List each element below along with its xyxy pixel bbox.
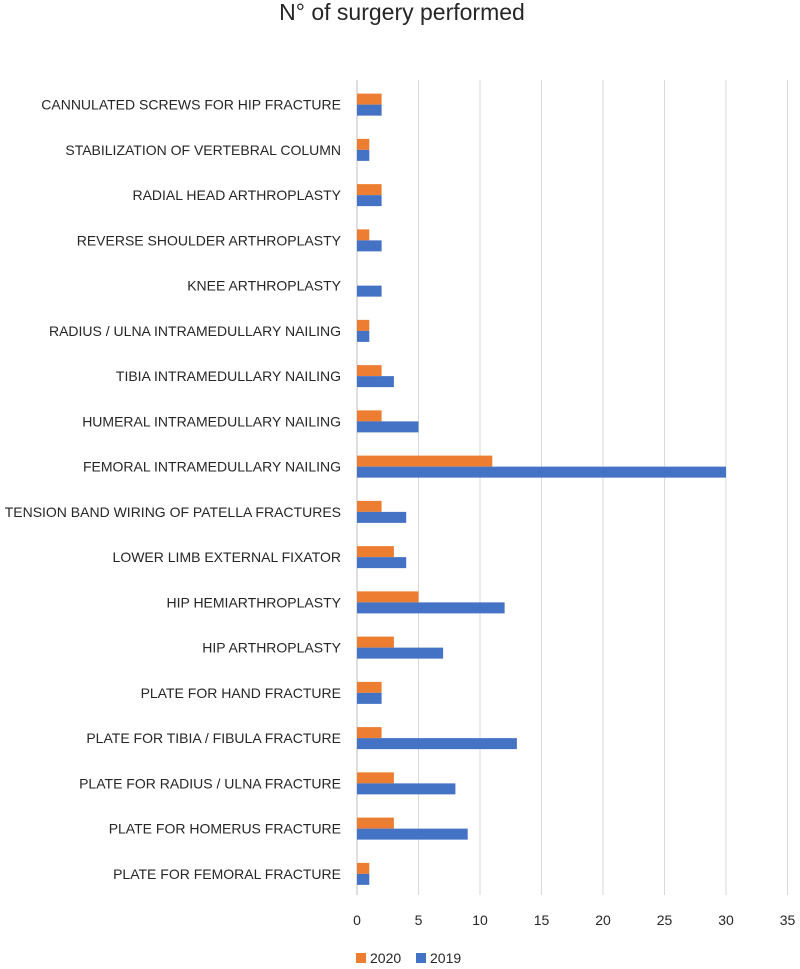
- bar-2020-8: [357, 456, 492, 467]
- bar-2019-16: [357, 829, 468, 840]
- legend: [356, 950, 461, 966]
- bar-2020-11: [357, 591, 419, 602]
- category-label: LOWER LIMB EXTERNAL FIXATOR: [112, 549, 341, 566]
- legend-swatch-2020: [356, 953, 366, 963]
- bar-2020-17: [357, 863, 369, 874]
- bar-2019-17: [357, 874, 369, 885]
- category-label: PLATE FOR HOMERUS FRACTURE: [108, 820, 341, 837]
- category-label: RADIAL HEAD ARTHROPLASTY: [132, 187, 341, 204]
- bar-2020-0: [357, 94, 382, 105]
- x-tick-label: 35: [779, 912, 796, 928]
- bar-2020-9: [357, 501, 382, 512]
- category-label: HIP HEMIARTHROPLASTY: [166, 594, 341, 611]
- bar-2020-16: [357, 818, 394, 829]
- bar-2020-12: [357, 637, 394, 648]
- bar-2019-10: [357, 557, 406, 568]
- x-tick-label: 5: [414, 912, 423, 928]
- bar-2019-9: [357, 512, 406, 523]
- category-label: TENSION BAND WIRING OF PATELLA FRACTURES: [4, 503, 341, 520]
- x-tick-label: 25: [656, 912, 673, 928]
- bar-2019-7: [357, 421, 419, 432]
- bar-2020-13: [357, 682, 382, 693]
- x-tick-label: 20: [595, 912, 611, 928]
- bar-2019-8: [357, 467, 726, 478]
- category-label: TIBIA INTRAMEDULLARY NAILING: [115, 368, 341, 385]
- bar-2019-11: [357, 602, 505, 613]
- bar-2020-5: [357, 320, 369, 331]
- bar-2019-13: [357, 693, 382, 704]
- gridlines: [357, 80, 788, 895]
- category-labels: [5, 97, 342, 882]
- category-label: PLATE FOR HAND FRACTURE: [140, 684, 341, 701]
- category-label: REVERSE SHOULDER ARTHROPLASTY: [76, 232, 341, 249]
- bar-2019-14: [357, 738, 517, 749]
- bar-2020-6: [357, 365, 382, 376]
- bar-2020-3: [357, 229, 369, 240]
- bar-2020-1: [357, 139, 369, 150]
- category-label: FEMORAL INTRAMEDULLARY NAILING: [82, 458, 341, 475]
- legend-swatch-2019: [416, 953, 426, 963]
- category-label: HIP ARTHROPLASTY: [202, 639, 341, 656]
- chart-title: N° of surgery performed: [279, 0, 525, 25]
- x-tick-label: 30: [718, 912, 734, 928]
- bar-2020-10: [357, 546, 394, 557]
- category-label: HUMERAL INTRAMEDULLARY NAILING: [82, 413, 341, 430]
- bar-2019-4: [357, 286, 382, 297]
- bar-2019-12: [357, 648, 443, 659]
- legend-label-2020: 2020: [370, 950, 402, 966]
- x-tick-label: 15: [533, 912, 550, 928]
- category-label: PLATE FOR RADIUS / ULNA FRACTURE: [79, 775, 341, 792]
- x-tick-label: 10: [472, 912, 488, 928]
- category-label: RADIUS / ULNA INTRAMEDULLARY NAILING: [48, 322, 341, 339]
- bar-2019-3: [357, 240, 382, 251]
- x-tick-label: 0: [353, 912, 361, 928]
- bar-2019-6: [357, 376, 394, 387]
- bar-2019-2: [357, 195, 382, 206]
- legend-label-2019: 2019: [430, 950, 462, 966]
- bar-2020-2: [357, 184, 382, 195]
- category-label: KNEE ARTHROPLASTY: [187, 277, 341, 294]
- category-label: PLATE FOR FEMORAL FRACTURE: [113, 865, 341, 882]
- bar-2019-1: [357, 150, 369, 161]
- x-tick-labels: [353, 912, 795, 928]
- bar-2019-15: [357, 783, 455, 794]
- bar-2019-0: [357, 105, 382, 116]
- category-label: STABILIZATION OF VERTEBRAL COLUMN: [65, 141, 341, 158]
- bar-2020-15: [357, 772, 394, 783]
- bar-2020-14: [357, 727, 382, 738]
- bar-2020-7: [357, 410, 382, 421]
- category-label: CANNULATED SCREWS FOR HIP FRACTURE: [41, 96, 341, 113]
- category-label: PLATE FOR TIBIA / FIBULA FRACTURE: [86, 730, 341, 747]
- bar-2019-5: [357, 331, 369, 342]
